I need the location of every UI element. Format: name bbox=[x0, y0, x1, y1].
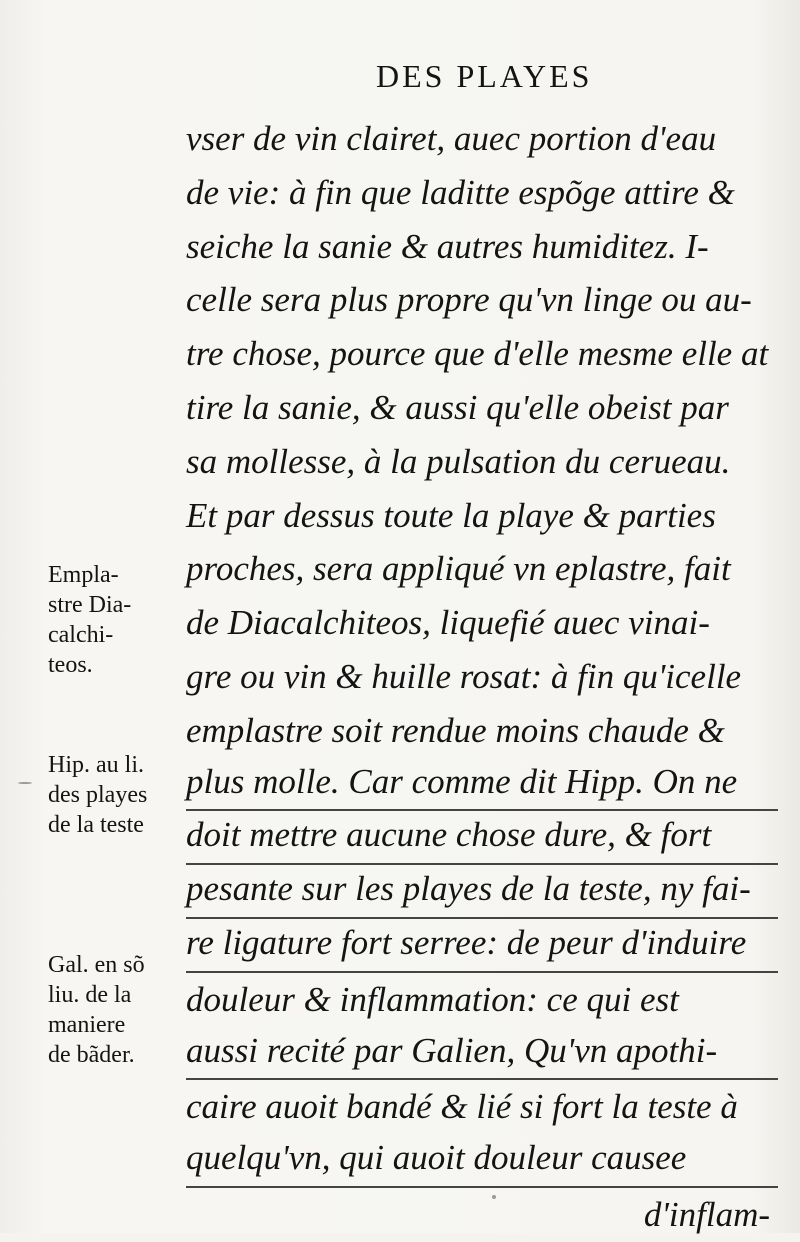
text-line-underlined: doit mettre aucune chose dure, & fort bbox=[186, 811, 778, 865]
body-text bbox=[186, 112, 778, 1242]
margin-note-line: maniere bbox=[48, 1012, 126, 1038]
margin-note-line: stre Dia- bbox=[48, 592, 132, 618]
margin-note-emplastre bbox=[48, 560, 188, 680]
margin-note-line: Hip. au li. bbox=[48, 752, 144, 778]
text-line: tre chose, pource que d'elle mesme elle at bbox=[186, 334, 769, 374]
text-line: celle sera plus propre qu'vn linge ou au- bbox=[186, 280, 752, 320]
text-line: emplastre soit rendue moins chaude & bbox=[186, 710, 725, 750]
ink-speck bbox=[18, 782, 32, 784]
ink-speck bbox=[492, 1195, 496, 1199]
text-line-underlined: re ligature fort serree: de peur d'induire bbox=[186, 919, 778, 973]
margin-note-galien bbox=[48, 950, 188, 1070]
margin-note-line: calchi- bbox=[48, 622, 114, 648]
margin-note-line: Empla- bbox=[48, 562, 119, 588]
margin-note-line: de la teste bbox=[48, 812, 144, 838]
text-line-underlined: plus molle. Car comme dit Hipp. On ne bbox=[186, 758, 778, 812]
text-line: de vie: à fin que laditte espõge attire & bbox=[186, 172, 735, 212]
text-line: douleur & inflammation: ce qui est bbox=[186, 979, 679, 1019]
margin-note-line: des playes bbox=[48, 782, 148, 808]
margin-note-line: teos. bbox=[48, 652, 93, 678]
margin-note-line: de bãder. bbox=[48, 1042, 135, 1068]
text-line: tire la sanie, & aussi qu'elle obeist par bbox=[186, 387, 729, 427]
catchword-line: d'inflam- bbox=[643, 1194, 770, 1234]
margin-note-line: Gal. en sõ bbox=[48, 952, 145, 978]
text-line: vser de vin clairet, auec portion d'eau bbox=[186, 119, 717, 158]
text-line-underlined: aussi recité par Galien, Qu'vn apothi- bbox=[186, 1027, 778, 1081]
text-line: Et par dessus toute la playe & parties bbox=[186, 495, 716, 535]
margin-note-hippocrates bbox=[48, 750, 188, 840]
margin-note-line: liu. de la bbox=[48, 982, 132, 1008]
text-line: de Diacalchiteos, liquefié auec vinai- bbox=[186, 603, 710, 643]
text-line: gre ou vin & huille rosat: à fin qu'icelle bbox=[186, 656, 742, 696]
text-line: proches, sera appliqué vn eplastre, fait bbox=[186, 549, 731, 589]
text-line-underlined: pesante sur les playes de la teste, ny fai- bbox=[186, 865, 778, 919]
text-line: sa mollesse, à la pulsation du cerueau. bbox=[186, 441, 731, 481]
text-line: caire auoit bandé & lié si fort la teste à bbox=[186, 1087, 738, 1127]
text-line-underlined: quelqu'vn, qui auoit douleur causee bbox=[186, 1134, 778, 1188]
text-line: seiche la sanie & autres humiditez. I- bbox=[186, 226, 709, 266]
running-header: DES PLAYES bbox=[376, 58, 593, 94]
